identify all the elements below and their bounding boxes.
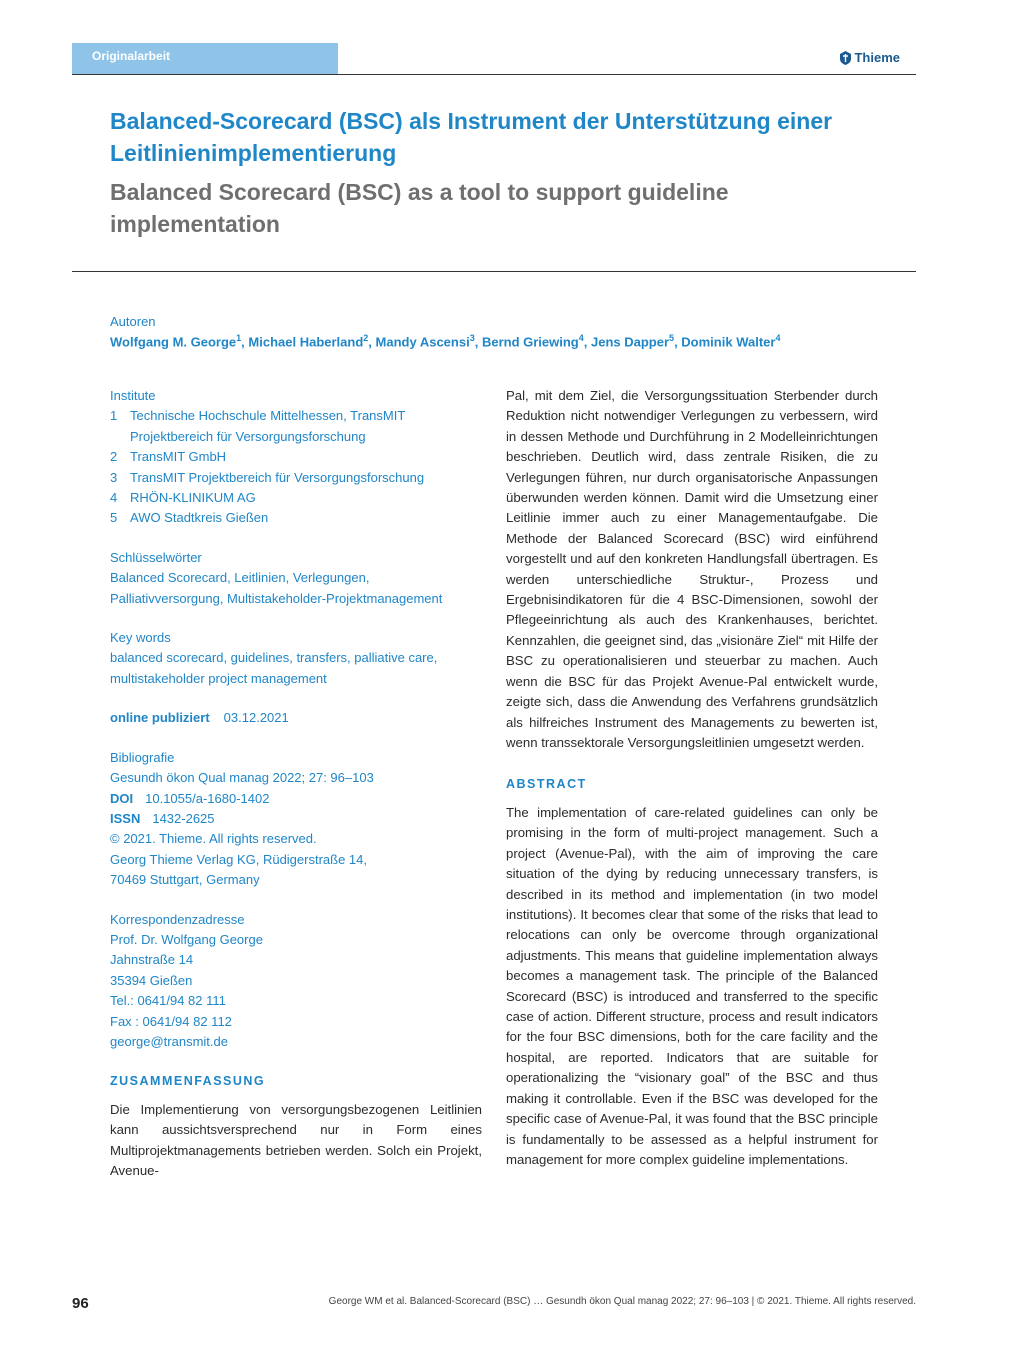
publisher-address-line-2: 70469 Stuttgart, Germany <box>110 872 260 888</box>
published-date: 03.12.2021 <box>223 710 289 726</box>
correspondence-street: Jahnstraße 14 <box>110 952 194 968</box>
published-label: online publiziert <box>110 710 210 726</box>
correspondence-phone: Tel.: 0641/94 82 111 <box>110 993 226 1009</box>
keywords-de-label: Schlüsselwörter <box>110 549 202 565</box>
author-separator: , <box>583 334 591 350</box>
correspondence-fax: Fax : 0641/94 82 112 <box>110 1013 232 1029</box>
institute-name: TransMIT Projektbereich für Versorgungsforschung <box>130 469 425 485</box>
institute-item <box>110 488 490 508</box>
author-name: Dominik Walter <box>681 334 776 350</box>
institute-item <box>110 508 490 528</box>
author-affiliation-number: 1 <box>236 333 242 343</box>
author-name: Jens Dapper <box>591 334 670 350</box>
keywords-de-text: Balanced Scorecard, Leitlinien, Verlegungen, Palliativversorgung, Multistakeholder-Projektmanagement <box>110 570 443 606</box>
keywords-en-label: Key words <box>110 630 171 646</box>
publisher-logo <box>840 50 900 65</box>
doi-link[interactable]: 10.1055/a-1680-1402 <box>145 790 270 806</box>
author-name: Bernd Griewing <box>481 334 579 350</box>
institute-number: 5 <box>110 510 118 526</box>
institute-name: AWO Stadtkreis Gießen <box>130 510 269 526</box>
author-affiliation-number: 4 <box>775 333 781 343</box>
bibliography-label: Bibliografie <box>110 749 175 765</box>
authors-label: Autoren <box>110 314 156 329</box>
institute-item <box>110 447 490 467</box>
author-name: Michael Haberland <box>248 334 364 350</box>
header-rule <box>72 74 916 75</box>
correspondence-city: 35394 Gießen <box>110 972 193 988</box>
title-english: Balanced Scorecard (BSC) as a tool to support guideline implementation <box>110 179 729 237</box>
keywords-en-section <box>110 628 490 689</box>
institute-name: TransMIT GmbH <box>130 449 227 465</box>
zusammenfassung-heading: ZUSAMMENFASSUNG <box>110 1074 266 1088</box>
issn-value: 1432-2625 <box>152 810 215 826</box>
publisher-name: Thieme <box>854 50 900 65</box>
institute-item <box>110 468 490 488</box>
doi-line <box>110 789 490 809</box>
abstract-text: The implementation of care-related guidelines can only be promising in the form of multi-project management. Such a project (Avenue-Pal), with the aim of improving the care situation of the dying by reducing unnecessary transfers, is described in its method and implementation (in two model institutions). It becomes clear that some of the risks that lead to relocations can only be overcome through organizational adjustments. This means that guideline implementation always becomes a management task. The principle of the Balanced Scorecard (BSC) is introduced and transferred to the specific case of action. Different structure, process and result indicators for the four BSC dimensions, both for the care facility and the hospital, are reported. Indicators that are suitable for operationalizing the “visionary goal” of the BSC and thus making it controllable. Even if the BSC was developed for the specific case of Avenue-Pal, it was found that the BSC principle is fundamentally to be assessed as a helpful instrument for management for more complex guideline implementations. <box>506 805 878 1167</box>
journal-citation: Gesundh ökon Qual manag 2022; 27: 96–103 <box>110 770 374 786</box>
institutes-label: Institute <box>110 388 156 403</box>
abstract-heading: ABSTRACT <box>506 777 587 791</box>
author-affiliation-number: 2 <box>363 333 369 343</box>
author-separator: , <box>674 334 682 350</box>
author-affiliation-number: 3 <box>469 333 475 343</box>
title-rule <box>72 271 916 272</box>
institute-name: RHÖN-KLINIKUM AG <box>130 490 256 506</box>
author-affiliation-number: 5 <box>669 333 675 343</box>
article-type-badge: Originalarbeit <box>72 43 338 74</box>
bibliography-section <box>110 748 490 891</box>
doi-label: DOI <box>110 790 134 806</box>
footer-citation: George WM et al. Balanced-Scorecard (BSC) … Gesundh ökon Qual manag 2022; 27: 96–103 | © 2021. Thieme. All rights reserved. <box>328 1296 916 1307</box>
author-separator: , <box>474 334 482 350</box>
publisher-address-line-1: Georg Thieme Verlag KG, Rüdigerstraße 14, <box>110 851 367 867</box>
author-affiliation-number: 4 <box>578 333 584 343</box>
copyright-line: © 2021. Thieme. All rights reserved. <box>110 831 317 847</box>
author-name: Wolfgang M. George <box>110 334 237 350</box>
left-info-column <box>110 386 490 1071</box>
author-separator: , <box>368 334 376 350</box>
thieme-logo-icon <box>840 51 851 65</box>
institute-number: 2 <box>110 449 118 465</box>
institutes-section <box>110 386 490 529</box>
zusammenfassung-text-continuation: Pal, mit dem Ziel, die Versorgungssituation Sterbender durch Reduktion nicht notwendiger Verlegungen zu verbessern, wird in dessen Methode und Durchführung in 2 Modelleinrichtungen beschrieben. Deutlich wird, dass zentrale Risiken, die zu Verlegungen führen, nur durch organisatorische Anpassungen überwunden werden können. Damit wird die Umsetzung einer Leitlinie immer auch zu einer Managementaufgabe. Die Methode der Balanced Scorecard (BSC) wird einführend vorgestellt und auf den konkreten Handlungsfall übertragen. Es werden unterschiedliche Struktur-, Prozess und Ergebnisindikatoren für die 4 BSC-Dimensionen, sowohl der Pflegeeinrichtung als auch des Krankenhauses, berichtet. Kennzahlen, die geeignet sind, das „visionäre Ziel“ mit Hilfe der BSC zu operationalisieren und steuerbar zu machen. Auch wenn die BSC für das Projekt Avenue-Pal entwickelt wurde, zeigte sich, dass die Anwendung des Verfahrens grundsätzlich als hilfreiches Instrument des Managements zu bewerten ist, wenn transsektorale Versorgungsleitlinien umgesetzt werden. <box>506 388 878 750</box>
keywords-de-section <box>110 548 490 609</box>
author-name: Mandy Ascensi <box>375 334 470 350</box>
title-german: Balanced-Scorecard (BSC) als Instrument der Unterstützung einer Leitlinienimplementierung <box>110 108 833 166</box>
institute-number: 1 <box>110 408 118 424</box>
published-section <box>110 708 490 728</box>
keywords-en-text: balanced scorecard, guidelines, transfers, palliative care, multistakeholder project management <box>110 650 438 686</box>
institute-name: Technische Hochschule Mittelhessen, TransMIT Projektbereich für Versorgungsforschung <box>130 408 406 444</box>
correspondence-label: Korrespondenzadresse <box>110 911 245 927</box>
correspondence-name: Prof. Dr. Wolfgang George <box>110 931 263 947</box>
author-separator: , <box>241 334 249 350</box>
issn-label: ISSN <box>110 810 141 826</box>
author-list <box>110 333 780 349</box>
correspondence-email-link[interactable]: george@transmit.de <box>110 1033 228 1049</box>
zusammenfassung-text-start: Die Implementierung von versorgungsbezogenen Leitlinien kann aussichtsversprechend nur in Form eines Multiprojektmanagements betrieben werden. Solch ein Projekt, Avenue- <box>110 1102 482 1179</box>
institute-number: 4 <box>110 490 118 506</box>
institute-item <box>110 406 490 447</box>
page-number: 96 <box>72 1295 89 1312</box>
correspondence-section <box>110 910 490 1053</box>
institute-number: 3 <box>110 469 118 485</box>
issn-line <box>110 809 490 829</box>
